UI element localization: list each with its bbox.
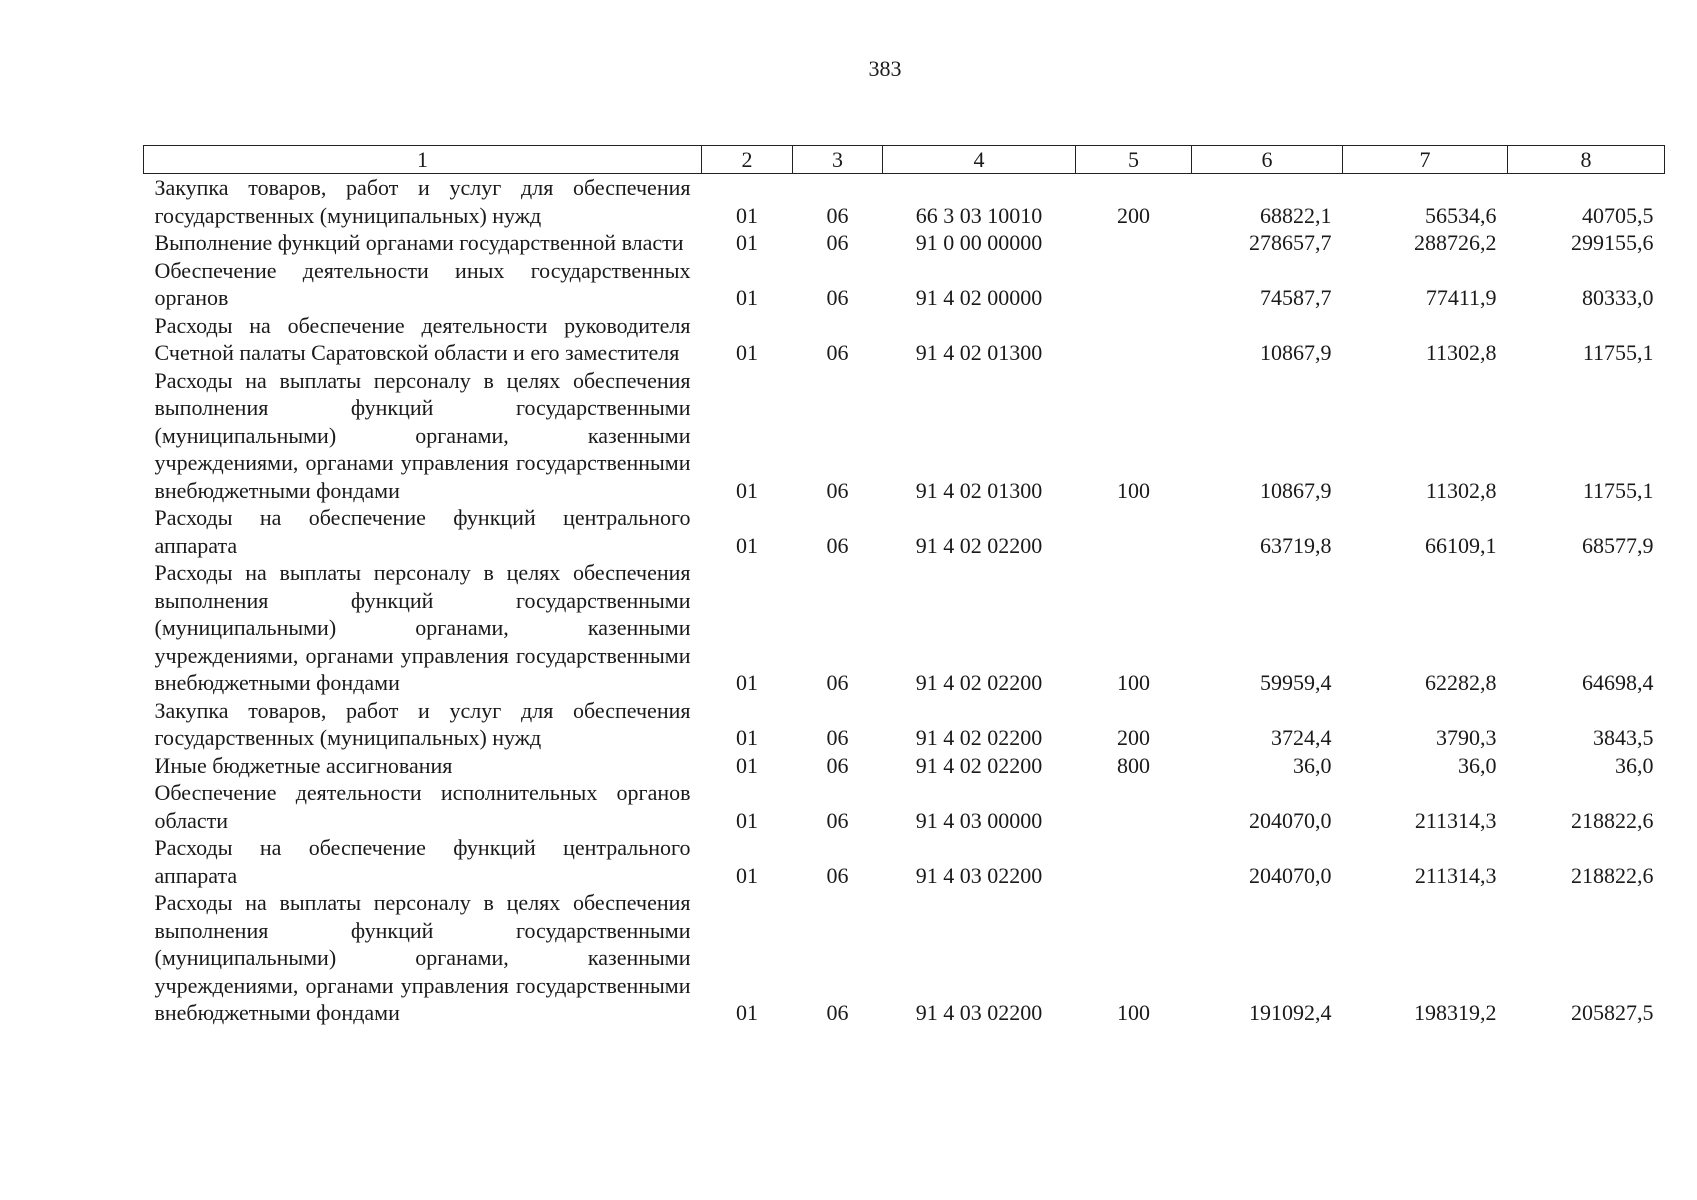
row-name-cell: Расходы на обеспечение деятельности руководителя Счетной палаты Саратовской области и его заместителя (154, 312, 691, 365)
row-name-cell: Расходы на обеспечение функций центрального аппарата (154, 505, 691, 558)
target-article-cell: 66 3 03 10010 (915, 202, 1043, 228)
row-name-cell: Закупка товаров, работ и услуг для обеспечения государственных (муниципальных) нужд (154, 175, 691, 228)
table-row (144, 697, 1665, 752)
table-row (144, 834, 1665, 889)
amount-year2-cell: 288726,2 (1414, 230, 1497, 255)
section-code-cell: 01 (736, 752, 758, 778)
page-number: 383 (868, 56, 902, 81)
amount-year2-cell: 3790,3 (1436, 725, 1497, 750)
amount-year2-cell: 36,0 (1458, 752, 1497, 778)
section-code-cell: 01 (736, 202, 758, 228)
expense-type-cell: 800 (1117, 752, 1150, 778)
row-name-cell: Расходы на выплаты персоналу в целях обеспечения выполнения функций государственными (муниципальными) органами, казенными учреждениями, органами управления государственными внебюджетными фондами (154, 560, 691, 695)
section-code-cell: 01 (736, 862, 758, 888)
subsection-code-cell: 06 (826, 285, 849, 310)
subsection-code-cell: 06 (826, 862, 849, 888)
expense-type-cell: 100 (1117, 670, 1150, 695)
expense-type-cell: 200 (1117, 202, 1150, 228)
header-cell: 4 (883, 146, 1076, 174)
amount-year1-cell: 204070,0 (1249, 807, 1332, 833)
target-article-cell: 91 4 03 00000 (915, 807, 1043, 833)
amount-year1-cell: 63719,8 (1260, 532, 1332, 558)
target-article-cell: 91 4 02 02200 (915, 532, 1043, 558)
table-row (144, 559, 1665, 697)
row-name-cell: Закупка товаров, работ и услуг для обеспечения государственных (муниципальных) нужд (154, 697, 691, 750)
amount-year2-cell: 211314,3 (1414, 862, 1497, 888)
amount-year1-cell: 3724,4 (1271, 725, 1332, 750)
expense-type-cell (1076, 257, 1192, 312)
amount-year3-cell: 299155,6 (1571, 230, 1654, 255)
amount-year1-cell: 59959,4 (1260, 670, 1332, 695)
target-article-cell: 91 4 03 02200 (915, 862, 1043, 888)
table-row (144, 229, 1665, 257)
amount-year2-cell: 77411,9 (1425, 285, 1497, 310)
row-name-cell: Обеспечение деятельности иных государственных органов (154, 257, 691, 310)
amount-year2-cell: 56534,6 (1425, 202, 1497, 228)
subsection-code-cell: 06 (826, 340, 849, 365)
amount-year3-cell: 68577,9 (1582, 532, 1654, 558)
amount-year1-cell: 204070,0 (1249, 862, 1332, 888)
amount-year1-cell: 10867,9 (1260, 477, 1332, 503)
amount-year1-cell: 74587,7 (1260, 285, 1332, 310)
amount-year1-cell: 68822,1 (1260, 202, 1332, 228)
header-cell: 7 (1343, 146, 1508, 174)
amount-year2-cell: 11302,8 (1425, 477, 1497, 503)
row-name-cell: Иные бюджетные ассигнования (154, 752, 453, 778)
header-cell: 2 (702, 146, 793, 174)
subsection-code-cell: 06 (826, 1000, 849, 1025)
header-cell: 6 (1192, 146, 1343, 174)
expense-type-cell: 200 (1117, 725, 1150, 750)
row-name-cell: Расходы на выплаты персоналу в целях обеспечения выполнения функций государственными (муниципальными) органами, казенными учреждениями, органами управления государственными внебюджетными фондами (154, 367, 691, 503)
subsection-code-cell: 06 (826, 807, 849, 833)
table-row (144, 504, 1665, 559)
amount-year1-cell: 10867,9 (1260, 340, 1332, 365)
header-row (144, 146, 1665, 174)
subsection-code-cell: 06 (826, 202, 849, 228)
amount-year3-cell: 40705,5 (1582, 202, 1654, 228)
subsection-code-cell: 06 (826, 670, 849, 695)
amount-year3-cell: 11755,1 (1582, 340, 1654, 365)
header-cell: 8 (1508, 146, 1665, 174)
target-article-cell: 91 4 02 02200 (915, 752, 1043, 778)
amount-year2-cell: 62282,8 (1425, 670, 1497, 695)
target-article-cell: 91 4 02 02200 (915, 670, 1043, 695)
target-article-cell: 91 0 00 00000 (915, 230, 1043, 255)
expense-type-cell: 100 (1117, 477, 1150, 503)
header-cell: 5 (1076, 146, 1192, 174)
table-row (144, 889, 1665, 1027)
amount-year3-cell: 64698,4 (1582, 670, 1654, 695)
row-name-cell: Обеспечение деятельности исполнительных органов области (154, 780, 691, 833)
amount-year3-cell: 80333,0 (1582, 285, 1654, 310)
header-cell: 3 (793, 146, 883, 174)
amount-year1-cell: 278657,7 (1249, 230, 1332, 255)
subsection-code-cell: 06 (826, 230, 849, 255)
table-row (144, 312, 1665, 367)
section-code-cell: 01 (736, 1000, 758, 1025)
table-row (144, 752, 1665, 780)
subsection-code-cell: 06 (826, 725, 849, 750)
amount-year3-cell: 3843,5 (1593, 725, 1654, 750)
amount-year1-cell: 191092,4 (1249, 1000, 1332, 1025)
expense-type-cell (1076, 229, 1192, 257)
target-article-cell: 91 4 02 02200 (915, 725, 1043, 750)
row-name-cell: Выполнение функций органами государственной власти (154, 230, 684, 255)
section-code-cell: 01 (736, 807, 758, 833)
amount-year2-cell: 11302,8 (1425, 340, 1497, 365)
expense-type-cell (1076, 779, 1192, 834)
section-code-cell: 01 (736, 532, 758, 558)
amount-year2-cell: 66109,1 (1425, 532, 1497, 558)
section-code-cell: 01 (736, 670, 758, 695)
table-row (144, 174, 1665, 230)
subsection-code-cell: 06 (826, 477, 849, 503)
section-code-cell: 01 (736, 477, 758, 503)
amount-year1-cell: 36,0 (1293, 752, 1332, 778)
amount-year3-cell: 218822,6 (1571, 862, 1654, 888)
target-article-cell: 91 4 02 00000 (915, 285, 1043, 310)
section-code-cell: 01 (736, 725, 758, 750)
table-row (144, 257, 1665, 312)
subsection-code-cell: 06 (826, 532, 849, 558)
expense-type-cell (1076, 834, 1192, 889)
header-cell: 1 (144, 146, 702, 174)
target-article-cell: 91 4 02 01300 (915, 340, 1043, 365)
expense-type-cell (1076, 504, 1192, 559)
amount-year3-cell: 36,0 (1615, 752, 1654, 778)
target-article-cell: 91 4 02 01300 (915, 477, 1043, 503)
expense-type-cell (1076, 312, 1192, 367)
table-row (144, 367, 1665, 505)
section-code-cell: 01 (736, 230, 758, 255)
budget-table (143, 145, 1665, 1027)
table-header (144, 146, 1665, 174)
section-code-cell: 01 (736, 340, 758, 365)
table-body (144, 174, 1665, 1027)
target-article-cell: 91 4 03 02200 (915, 1000, 1043, 1025)
row-name-cell: Расходы на выплаты персоналу в целях обеспечения выполнения функций государственными (муниципальными) органами, казенными учреждениями, органами управления государственными внебюджетными фондами (154, 890, 691, 1025)
amount-year2-cell: 211314,3 (1414, 807, 1497, 833)
section-code-cell: 01 (736, 285, 758, 310)
amount-year3-cell: 218822,6 (1571, 807, 1654, 833)
amount-year3-cell: 205827,5 (1571, 1000, 1654, 1025)
amount-year3-cell: 11755,1 (1582, 477, 1654, 503)
row-name-cell: Расходы на обеспечение функций центрального аппарата (154, 835, 691, 888)
amount-year2-cell: 198319,2 (1414, 1000, 1497, 1025)
expense-type-cell: 100 (1117, 1000, 1150, 1025)
table-row (144, 779, 1665, 834)
subsection-code-cell: 06 (826, 752, 849, 778)
